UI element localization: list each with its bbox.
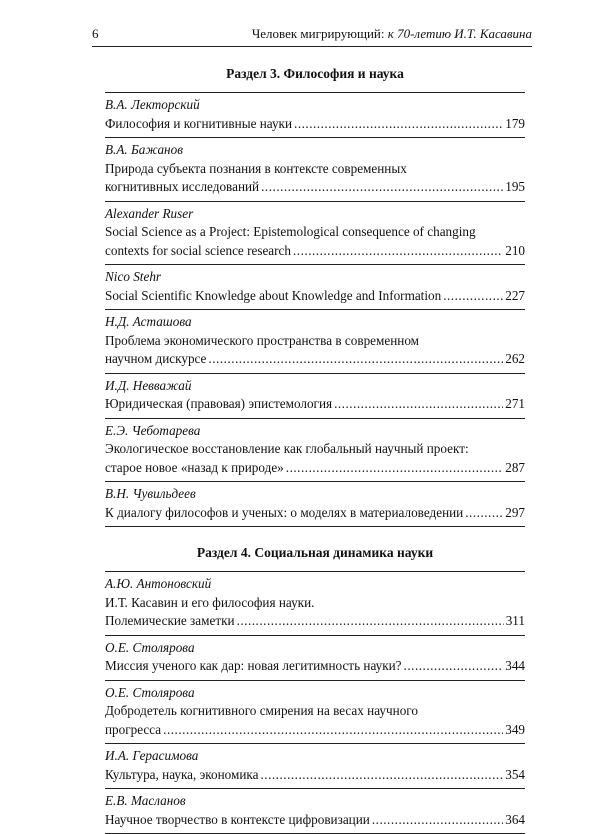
entry-author: В.А. Лекторский (105, 97, 200, 112)
entry-title-line (105, 395, 525, 414)
dot-leader (286, 459, 503, 478)
entry-title-line (105, 612, 525, 631)
entry-title-text: contexts for social science research (105, 242, 291, 258)
page-number: 6 (92, 26, 99, 41)
entry-page-number: 195 (505, 179, 525, 194)
entry-author: В.Н. Чувильдеев (105, 486, 196, 501)
entry-title-line (105, 440, 525, 459)
entry-title-text: Культура, наука, экономика (105, 766, 259, 782)
entry-title-text: научном дискурсе (105, 351, 207, 366)
entry-title-line (105, 594, 525, 613)
dot-leader (372, 811, 503, 830)
dot-leader (163, 721, 503, 740)
entry-author: Е.В. Масланов (105, 793, 186, 808)
dot-leader (334, 395, 503, 414)
entry-title-line (105, 115, 525, 134)
entry-title-text: старое новое «назад к природе» (105, 459, 284, 475)
entry-title-text: Природа субъекта познания в контексте современных (105, 160, 407, 176)
entry-title-text: Social Science as a Project: Epistemological consequence of changing (105, 224, 476, 239)
entry-page-number: 297 (505, 504, 525, 520)
entry-title-text: Полемические заметки (105, 613, 235, 628)
entry-title-line (105, 811, 525, 830)
entry-title-line (105, 242, 525, 261)
entry-author: В.А. Бажанов (105, 142, 183, 157)
toc-entry[interactable] (105, 744, 525, 789)
entry-page-number: 349 (505, 721, 525, 737)
entry-author: Н.Д. Асташова (105, 314, 192, 329)
running-head-title-italic: к 70-летию И.Т. Касавина (387, 26, 532, 41)
entry-author: Nico Stehr (105, 269, 162, 284)
dot-leader (261, 178, 503, 197)
dot-leader (294, 115, 503, 134)
entry-title-text: И.Т. Касавин и его философия науки. (105, 594, 315, 610)
entry-author: И.А. Герасимова (105, 748, 199, 763)
dot-leader (237, 612, 504, 631)
toc-entry[interactable] (105, 138, 525, 202)
entry-title-text: К диалогу философов и ученых: о моделях в материаловедении (105, 504, 464, 520)
entry-title-text: Social Scientific Knowledge about Knowledge and Information (105, 287, 442, 303)
entry-title-line (105, 287, 525, 306)
entry-page-number: 271 (505, 396, 525, 411)
toc-entry[interactable] (105, 374, 525, 419)
toc-entry[interactable] (105, 93, 525, 138)
entry-title-text: Юридическая (правовая) эпистемология (105, 396, 333, 411)
entry-title-text: Философия и когнитивные науки (105, 115, 293, 131)
running-head-title (252, 26, 532, 42)
entry-page-number: 227 (505, 287, 525, 303)
table-of-contents (105, 66, 525, 834)
dot-leader (443, 287, 503, 306)
entry-title-text: прогресса (105, 721, 162, 737)
entry-author: О.Е. Столярова (105, 639, 195, 655)
entry-title-line (105, 657, 525, 676)
entry-author: О.Е. Столярова (105, 684, 195, 700)
dot-leader (260, 766, 503, 785)
entry-title-line (105, 504, 525, 523)
toc-entry[interactable] (105, 636, 525, 681)
entry-title-line (105, 178, 525, 197)
entry-title-text: Проблема экономического пространства в современном (105, 332, 420, 348)
entry-author: И.Д. Невважай (105, 377, 192, 393)
entry-page-number: 262 (505, 351, 525, 366)
entry-title-line (105, 459, 525, 478)
entry-page-number: 311 (505, 613, 525, 628)
entry-author: Alexander Ruser (105, 205, 194, 221)
entry-title-text: когнитивных исследований (105, 179, 260, 194)
running-head-title-plain: Человек мигрирующий: (251, 26, 385, 41)
toc-entry[interactable] (105, 265, 525, 310)
section-title: Раздел 3. Философия и наука (105, 66, 525, 93)
toc-entry[interactable] (105, 482, 525, 527)
dot-leader (208, 350, 503, 369)
entry-title-line (105, 721, 525, 740)
entry-page-number: 364 (505, 811, 525, 827)
entry-page-number: 210 (505, 242, 525, 258)
running-head (92, 24, 532, 47)
entry-title-text: Добродетель когнитивного смирения на весах научного (105, 703, 418, 718)
entry-title-text: Экологическое восстановление как глобальный научный проект: (105, 441, 469, 456)
entry-author: А.Ю. Антоновский (105, 576, 212, 591)
toc-entry[interactable] (105, 310, 525, 374)
dot-leader (404, 657, 504, 676)
entry-title-line (105, 766, 525, 785)
entry-title-text: Миссия ученого как дар: новая легитимность науки? (105, 658, 402, 673)
entry-title-line (105, 223, 525, 242)
entry-page-number: 287 (505, 459, 525, 475)
entry-page-number: 344 (505, 658, 525, 673)
entry-title-line (105, 702, 525, 721)
toc-entry[interactable] (105, 572, 525, 636)
section-title: Раздел 4. Социальная динамика науки (105, 545, 525, 572)
entry-page-number: 354 (505, 766, 525, 782)
toc-entry[interactable] (105, 202, 525, 266)
entry-title-line (105, 350, 525, 369)
entry-author: Е.Э. Чеботарева (105, 422, 201, 438)
toc-entry[interactable] (105, 789, 525, 834)
toc-entry[interactable] (105, 681, 525, 745)
entry-title-line (105, 332, 525, 351)
entry-page-number: 179 (505, 115, 525, 131)
dot-leader (293, 242, 503, 261)
entry-title-text: Научное творчество в контексте цифровизации (105, 811, 370, 827)
entry-title-line (105, 160, 525, 179)
dot-leader (465, 504, 503, 523)
toc-entry[interactable] (105, 419, 525, 483)
